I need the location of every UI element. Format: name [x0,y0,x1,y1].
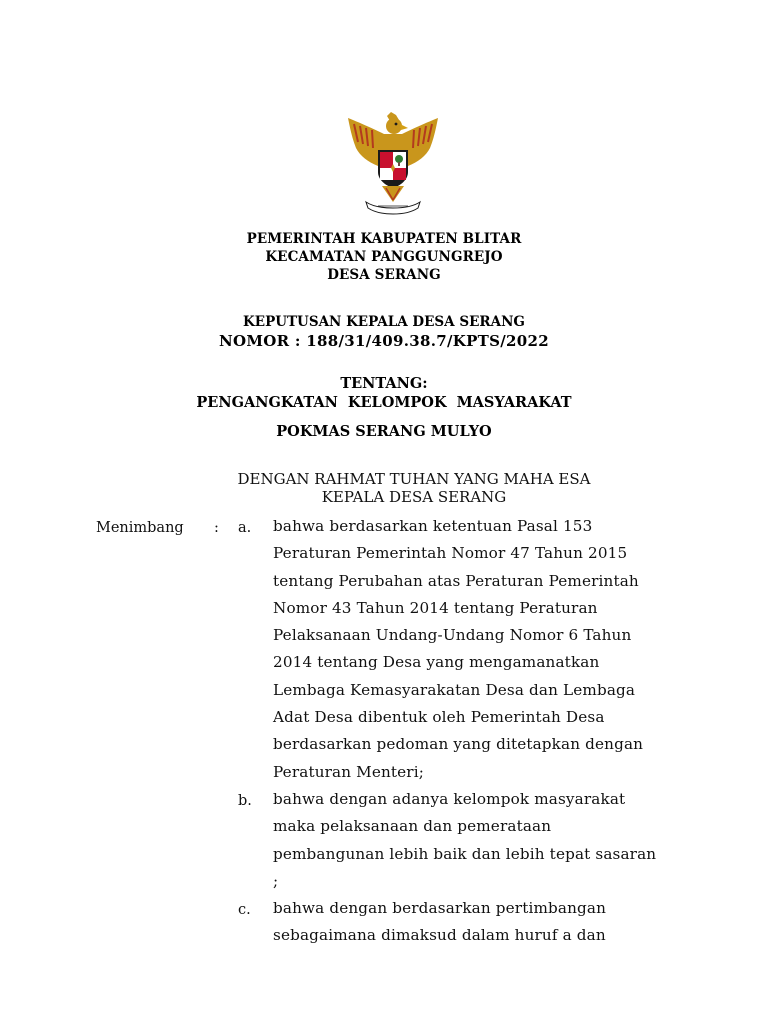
item-c-line: bahwa dengan berdasarkan pertimbangan [273,899,607,917]
item-letter-b: b. [238,793,252,809]
subject-label: TENTANG: [340,375,428,392]
item-a-line: Peraturan Menteri; [273,762,424,781]
government-header [0,230,768,284]
item-a-line: tentang Perubahan atas Peraturan Pemerintah [273,571,639,590]
item-a-line: 2014 tentang Desa yang mengamanatkan [273,653,600,672]
item-a-line: Nomor 43 Tahun 2014 tentang Peraturan [273,598,598,617]
item-b-line: bahwa dengan adanya kelompok masyarakat [273,790,626,808]
item-letter-a: a. [238,520,252,536]
item-a-line: berdasarkan pedoman yang ditetapkan dengan [273,735,644,754]
consideration-item-c [273,895,693,950]
decree-title: KEPUTUSAN KEPALA DESA SERANG [243,314,525,330]
item-a-line: Adat Desa dibentuk oleh Pemerintah Desa [273,708,605,727]
item-a-line: bahwa berdasarkan ketentuan Pasal 153 [273,517,593,535]
decree-heading [0,313,768,351]
considerations-colon: : [214,520,219,536]
consideration-item-b [273,786,693,895]
government-line-regency: PEMERINTAH KABUPATEN BLITAR [246,231,522,247]
item-c-line: sebagaimana dimaksud dalam huruf a dan [273,926,606,945]
item-a-line: Pelaksanaan Undang-Undang Nomor 6 Tahun [273,626,632,645]
decree-number: NOMOR : 188/31/409.38.7/KPTS/2022 [218,332,550,350]
subject-line-1: PENGANGKATAN KELOMPOK MASYARAKAT [196,394,572,411]
item-letter-c: c. [238,902,251,918]
subject-line-2: POKMAS SERANG MULYO [276,423,492,440]
subject-heading [0,374,768,412]
invocation [0,470,768,506]
government-line-district: KECAMATAN PANGGUNGREJO [265,249,503,265]
item-a-line: Peraturan Pemerintah Nomor 47 Tahun 2015 [273,544,628,563]
item-b-line: maka pelaksanaan dan pemerataan [273,817,552,836]
invocation-line-2: KEPALA DESA SERANG [321,488,507,506]
item-a-line: Lembaga Kemasyarakatan Desa dan Lembaga [273,680,636,699]
garuda-pancasila-emblem [344,112,442,216]
considerations-label: Menimbang [96,520,184,536]
item-b-line: ; [273,871,279,890]
government-line-village: DESA SERANG [327,267,441,283]
item-b-line: pembangunan lebih baik dan lebih tepat sasaran [273,844,657,863]
consideration-item-a [273,513,693,786]
invocation-line-1: DENGAN RAHMAT TUHAN YANG MAHA ESA [237,470,591,488]
subject-heading-2 [0,422,768,441]
